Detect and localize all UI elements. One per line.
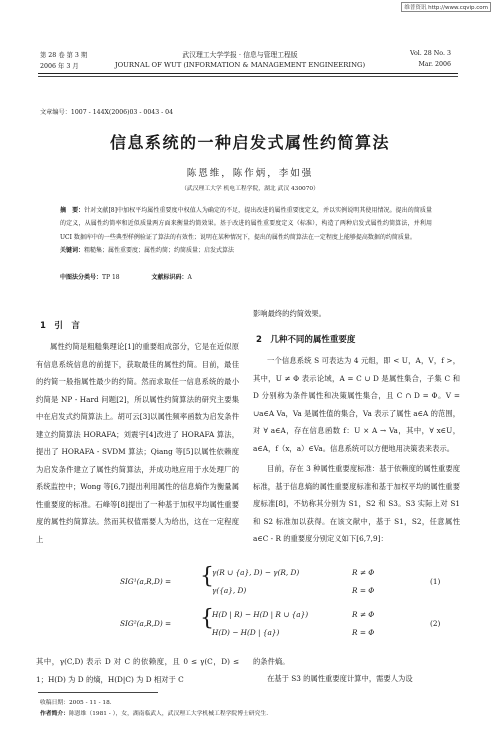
volume-issue-cn: 第 28 卷 第 3 期 bbox=[40, 52, 88, 59]
equation-1-condition-2: R = Φ bbox=[352, 586, 375, 595]
paper-authors: 陈恩维，陈作炳，李如强 bbox=[186, 168, 314, 179]
date-en: Mar. 2006 bbox=[418, 61, 451, 68]
equation-1-brace: { bbox=[200, 564, 214, 589]
abstract-text: 针对文献[8]中加权平均属性重要度中权值人为确定的不足，提出改进的属性重要度定义，并以实例说明其使用情况。提出的简质量的定义，从属性约简率和近似质量两方面来衡量约简效果。基于改进的属性重要度定义（标准），构造了两种启发式属性约简算法，并利用 UCI 数据库中的一些典型样例验证了算法的有效性；说明在某种情况下，提出的属性约简算法在一定程度上能够提高数据的约简质量。 bbox=[60, 207, 432, 241]
author-bio-label: 作者简介： bbox=[40, 711, 69, 717]
classification-line bbox=[60, 272, 192, 281]
doc-code-label: 文献标识码： bbox=[151, 274, 188, 281]
equation-2-number: (2) bbox=[430, 619, 441, 628]
criteria-paragraph: 目前，存在 3 种属性重要度标准：基于依赖度的属性重要度标准，基于信息熵的属性重要度标准和基于加权平均的属性重要度标准[8]，不妨称其分别为 S1，S2 和 S3。S3 实际上对 S1 和 S2 标准加以获得。在该文献中，基于 S1，S2，任意属性 a∈C - R 的重要度分别定义如下[6,7,9]： bbox=[253, 464, 460, 543]
received-date: 收稿日期：2005 - 11 - 18. bbox=[40, 700, 112, 706]
date-cn: 2006 年 3 月 bbox=[40, 63, 79, 70]
equation-2-case-2: H(D) − H(D | {a}) bbox=[212, 628, 280, 637]
watermark: 维普资讯 http://www.cqvip.com bbox=[401, 2, 491, 12]
footnote-rule bbox=[38, 692, 158, 693]
clc-label: 中图法分类号： bbox=[60, 274, 103, 281]
equation-2-brace: { bbox=[200, 606, 214, 631]
equation-1-case-1: γ(R ∪ {a}, D) − γ(R, D) bbox=[212, 568, 300, 577]
keywords-label: 关键词： bbox=[60, 247, 85, 255]
equation-1-case-2: γ({a}, D) bbox=[212, 586, 247, 595]
author-bio-text: 陈恩维（1981 - ），女，湖南临武人，武汉理工大学机械工程学院博士研究生. bbox=[69, 711, 269, 717]
equation-1-condition-1: R ≠ Φ bbox=[352, 568, 375, 577]
equation-2-condition-1: R ≠ Φ bbox=[352, 610, 375, 619]
section-heading-introduction: 1 引 言 bbox=[40, 321, 80, 331]
header-rule-thin bbox=[38, 76, 458, 77]
equation-1-lhs: SIG¹(a,R,D) = bbox=[120, 577, 172, 586]
equation-1-number: (1) bbox=[430, 577, 441, 586]
equation-2-condition-2: R = Φ bbox=[352, 628, 375, 637]
journal-name-cn: 武汉理工大学学报 · 信息与管理工程版 bbox=[182, 51, 298, 59]
bottom-left-text: 其中，γ(C,D) 表示 D 对 C 的依赖度，且 0 ≤ γ(C，D) ≤ 1；H(D) 为 D 的熵，H(D|C) 为 D 相对于 C bbox=[36, 657, 239, 684]
abstract-block bbox=[60, 204, 432, 258]
bottom-right-text-1: 的条件熵。 bbox=[253, 657, 290, 666]
equation-2-lhs: SIG²(a,R,D) = bbox=[120, 619, 172, 628]
header-rule bbox=[38, 73, 458, 74]
volume-issue-en: Vol. 28 No. 3 bbox=[410, 50, 451, 57]
introduction-paragraph: 属性约简是粗糙集理论[1]的重要组成部分，它是在近似原有信息系统信息的前提下，获取最佳的属性约简。目前，最佳的约简一般指属性最少的约简。然而求取任一信息系统的最小约简是 NP - Hard 问题[2]，所以属性约简算法的研究主要集中在启发式约简算法上。胡可云[3]以属性频率函数为启发条件建立约简算法 HORAFA；刘震宇[4]改进了 HORAFA 算法，提出了 HORAFA - SVDM 算法；Qiang 等[5]以属性依赖度为启发条件建立了属性约简算法，并成功地应用于水处理厂的系统监控中；Wong 等[6,7]提出利用属性的信息熵作为衡量属性重要度的标准。石峰等[8]提出了一种基于加权平均属性重要度的属性约简算法。然而其权值需要人为给出，这在一定程度上 bbox=[36, 342, 239, 544]
article-number: 文章编号：1007 - 144X(2006)03 - 0043 - 04 bbox=[40, 109, 174, 116]
equation-2-case-1: H(D | R) − H(D | R ∪ {a}) bbox=[212, 610, 309, 619]
definition-paragraph: 一个信息系统 S 可表达为 4 元组，即 < U，A，V，f >，其中，U ≠ Φ 表示论域，A = C ∪ D 是属性集合，子集 C 和 D 分别称为条件属性和决策属性集合，且 C ∩ D = Φ。V = ∪a∈A Va，Va 是属性值的集合，Va 表示了属性 a∈A 的范围，对 ∀ a∈A，存在信息函数 f：U × A → Va，其中，∀ x∈U，a∈A，f（x，a）∈Va。信息系统可以方便地用决策表来表示。 bbox=[253, 356, 460, 453]
abstract-label: 摘 要： bbox=[60, 207, 85, 214]
bottom-right-text-2: 在基于 S3 的属性重要度计算中，需要人为设 bbox=[267, 674, 413, 683]
paper-affiliation: （武汉理工大学 机电工程学院，湖北 武汉 430070） bbox=[181, 186, 319, 192]
continuation-text: 影响最终的约简效果。 bbox=[253, 309, 326, 318]
author-bio bbox=[40, 708, 268, 717]
clc-value: TP 18 bbox=[102, 274, 120, 281]
keywords-text: 粗糙集；属性重要度；属性约简；约简质量；启发式算法 bbox=[84, 247, 235, 255]
journal-name-en: JOURNAL OF WUT (INFORMATION & MANAGEMENT ENGINEERING) bbox=[114, 61, 366, 69]
section-heading-attribute-significance: 2 几种不同的属性重要度 bbox=[256, 335, 356, 345]
paper-title: 信息系统的一种启发式属性约简算法 bbox=[109, 133, 390, 152]
doc-code-value: A bbox=[187, 274, 192, 281]
